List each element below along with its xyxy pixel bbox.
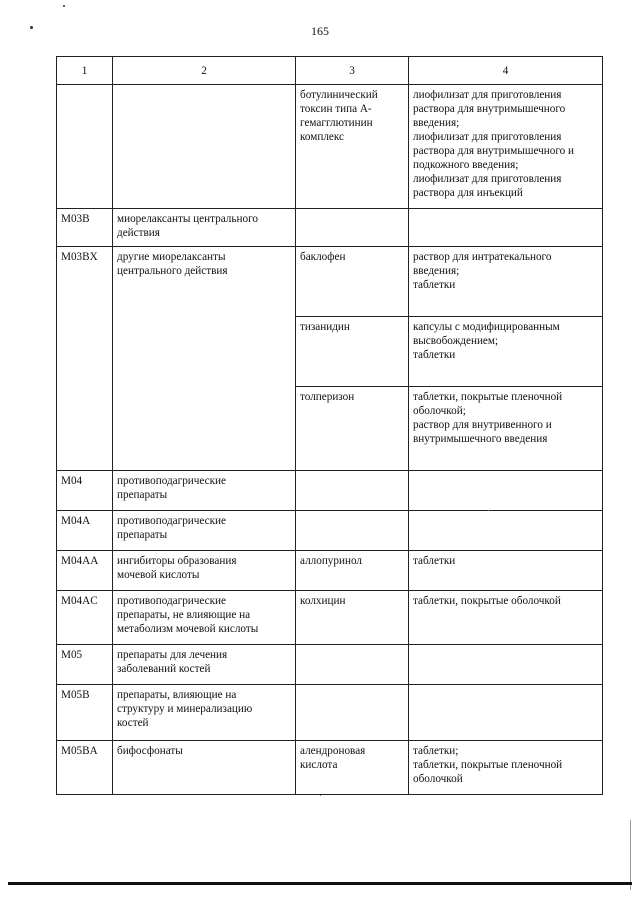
atc-code-cell: M04AA bbox=[57, 551, 113, 591]
scan-speck bbox=[63, 5, 65, 7]
table-row bbox=[57, 591, 603, 645]
dosage-form-cell: капсулы с модифицированным высвобождением; таблетки bbox=[409, 317, 603, 387]
dosage-form-cell bbox=[409, 511, 603, 551]
drug-name-cell bbox=[296, 645, 409, 685]
drug-name-cell bbox=[296, 685, 409, 741]
atc-code-cell: M04AC bbox=[57, 591, 113, 645]
table-row bbox=[57, 387, 603, 471]
table-row bbox=[57, 471, 603, 511]
group-name-cell: другие миорелаксанты центрального действия bbox=[113, 247, 296, 317]
atc-code-cell: M05B bbox=[57, 685, 113, 741]
table-row bbox=[57, 317, 603, 387]
atc-code-cell: M04A bbox=[57, 511, 113, 551]
dosage-form-cell: лиофилизат для приготовления раствора для внутримышечного введения; лиофилизат для приготовления раствора для внутримышечного и подкожного введения; лиофилизат для приготовления раствора для инъекций bbox=[409, 85, 603, 209]
dosage-form-cell bbox=[409, 685, 603, 741]
drug-name-cell: толперизон bbox=[296, 387, 409, 471]
table-row bbox=[57, 85, 603, 209]
table-row bbox=[57, 741, 603, 795]
group-name-cell bbox=[113, 387, 296, 471]
table-row bbox=[57, 247, 603, 317]
dosage-form-cell bbox=[409, 209, 603, 247]
atc-code-cell bbox=[57, 387, 113, 471]
group-name-cell: противоподагрические препараты, не влияющие на метаболизм мочевой кислоты bbox=[113, 591, 296, 645]
group-name-cell: препараты для лечения заболеваний костей bbox=[113, 645, 296, 685]
atc-code-cell: M04 bbox=[57, 471, 113, 511]
dosage-form-cell: таблетки, покрытые пленочной оболочкой; раствор для внутривенного и внутримышечного введения bbox=[409, 387, 603, 471]
drug-table bbox=[56, 56, 603, 795]
atc-code-cell: M05 bbox=[57, 645, 113, 685]
column-header: 4 bbox=[409, 57, 603, 85]
table-row bbox=[57, 645, 603, 685]
group-name-cell: миорелаксанты центрального действия bbox=[113, 209, 296, 247]
table-header-row bbox=[57, 57, 603, 85]
table-row bbox=[57, 685, 603, 741]
scan-speck bbox=[320, 795, 321, 796]
atc-code-cell: M03B bbox=[57, 209, 113, 247]
table-row bbox=[57, 209, 603, 247]
column-header: 2 bbox=[113, 57, 296, 85]
dosage-form-cell: таблетки, покрытые оболочкой bbox=[409, 591, 603, 645]
group-name-cell: бифосфонаты bbox=[113, 741, 296, 795]
dosage-form-cell bbox=[409, 645, 603, 685]
group-name-cell: препараты, влияющие на структуру и минерализацию костей bbox=[113, 685, 296, 741]
dosage-form-cell: таблетки; таблетки, покрытые пленочной оболочкой bbox=[409, 741, 603, 795]
drug-name-cell bbox=[296, 209, 409, 247]
scan-bottom-border bbox=[8, 882, 632, 885]
group-name-cell bbox=[113, 85, 296, 209]
drug-name-cell: колхицин bbox=[296, 591, 409, 645]
drug-name-cell: алендроновая кислота bbox=[296, 741, 409, 795]
group-name-cell: противоподагрические препараты bbox=[113, 471, 296, 511]
atc-code-cell bbox=[57, 85, 113, 209]
drug-name-cell: баклофен bbox=[296, 247, 409, 317]
group-name-cell: ингибиторы образования мочевой кислоты bbox=[113, 551, 296, 591]
atc-code-cell: M05BA bbox=[57, 741, 113, 795]
column-header: 3 bbox=[296, 57, 409, 85]
drug-name-cell: аллопуринол bbox=[296, 551, 409, 591]
table-row bbox=[57, 511, 603, 551]
atc-code-cell: M03BX bbox=[57, 247, 113, 317]
scan-edge-line bbox=[630, 820, 631, 890]
scan-speck bbox=[488, 510, 489, 511]
drug-name-cell bbox=[296, 511, 409, 551]
column-header: 1 bbox=[57, 57, 113, 85]
dosage-form-cell bbox=[409, 471, 603, 511]
dosage-form-cell: раствор для интратекального введения; таблетки bbox=[409, 247, 603, 317]
table-row bbox=[57, 551, 603, 591]
drug-name-cell bbox=[296, 471, 409, 511]
page-number: 165 bbox=[311, 24, 329, 38]
dosage-form-cell: таблетки bbox=[409, 551, 603, 591]
drug-name-cell: тизанидин bbox=[296, 317, 409, 387]
group-name-cell: противоподагрические препараты bbox=[113, 511, 296, 551]
atc-code-cell bbox=[57, 317, 113, 387]
group-name-cell bbox=[113, 317, 296, 387]
drug-name-cell: ботулинический токсин типа А- гемагглютинин комплекс bbox=[296, 85, 409, 209]
